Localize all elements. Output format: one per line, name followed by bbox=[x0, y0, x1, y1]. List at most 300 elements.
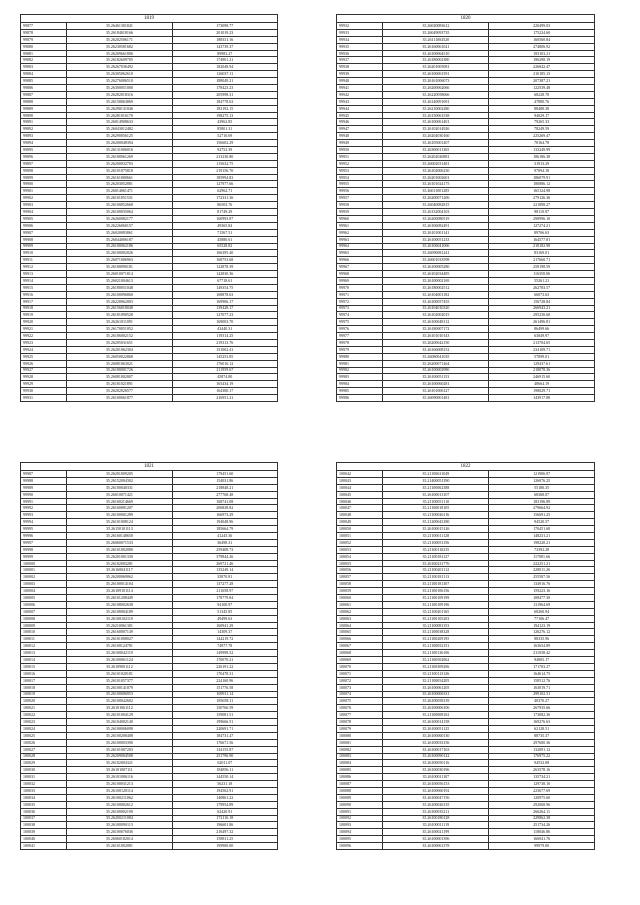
table-row bbox=[337, 119, 595, 126]
value-cell: 134916.76 bbox=[489, 581, 595, 588]
row-id-cell: 99878 bbox=[21, 29, 67, 36]
code-cell: 35.26150101113 bbox=[67, 526, 172, 533]
value-cell: 74977.78 bbox=[172, 643, 277, 650]
table-row bbox=[21, 712, 278, 719]
value-cell: 79265.33 bbox=[489, 119, 595, 126]
value-cell: 182048.94 bbox=[172, 64, 277, 71]
value-cell: 89766.63 bbox=[489, 229, 595, 236]
table-row bbox=[337, 346, 595, 353]
table-row bbox=[337, 581, 595, 588]
value-cell: 49365.84 bbox=[172, 222, 277, 229]
value-cell: 140861.22 bbox=[172, 794, 277, 801]
table-row bbox=[21, 801, 278, 808]
value-cell: 263578.16 bbox=[489, 767, 595, 774]
row-id-cell: 100004 bbox=[21, 588, 67, 595]
table-title: 1819 bbox=[21, 15, 278, 23]
code-cell: 35.26100060130 bbox=[383, 732, 489, 739]
row-id-cell: 99990 bbox=[21, 491, 67, 498]
table-row bbox=[337, 836, 595, 843]
row-id-cell: 99892 bbox=[21, 126, 67, 133]
table-row bbox=[337, 484, 595, 491]
row-id-cell: 99884 bbox=[21, 71, 67, 78]
value-cell: 226842.47 bbox=[489, 64, 595, 71]
value-cell: 216497.32 bbox=[172, 829, 277, 836]
value-cell: 299102.31 bbox=[489, 691, 595, 698]
row-id-cell: 100016 bbox=[21, 670, 67, 677]
table-row bbox=[21, 622, 278, 629]
row-id-cell: 99974 bbox=[337, 312, 383, 319]
value-cell: 222251.21 bbox=[489, 560, 595, 567]
value-cell: 199900.00 bbox=[172, 843, 277, 850]
code-cell: 35.26100026135 bbox=[383, 801, 489, 808]
code-cell: 35.21100113126 bbox=[383, 670, 489, 677]
value-cell: 180886.12 bbox=[489, 181, 595, 188]
table-row bbox=[21, 57, 278, 64]
value-cell: 198275.13 bbox=[172, 112, 277, 119]
table-row bbox=[337, 471, 595, 478]
table-row bbox=[337, 43, 595, 50]
value-cell: 169276.63 bbox=[489, 719, 595, 726]
table-row bbox=[337, 560, 595, 567]
row-id-cell: 100024 bbox=[21, 725, 67, 732]
value-cell: 41245.36 bbox=[172, 533, 277, 540]
table-row bbox=[21, 374, 278, 381]
table-row bbox=[21, 29, 278, 36]
value-cell: 159223.16 bbox=[489, 588, 595, 595]
code-cell: 35.26200080519 bbox=[383, 215, 489, 222]
row-id-cell: 99961 bbox=[337, 222, 383, 229]
code-cell: 35.26014908633 bbox=[67, 119, 172, 126]
row-id-cell: 100007 bbox=[21, 608, 67, 615]
table-row bbox=[337, 140, 595, 147]
value-cell: 176016.12 bbox=[172, 360, 277, 367]
code-cell: 35.26100064510 bbox=[383, 50, 489, 57]
row-id-cell: 99911 bbox=[21, 257, 67, 264]
table-row bbox=[21, 333, 278, 340]
code-cell: 35.26100051153 bbox=[383, 374, 489, 381]
code-cell: 35.26100040331 bbox=[67, 484, 172, 491]
value-cell: 48664.19 bbox=[489, 381, 595, 388]
code-cell: 35.26290131046 bbox=[67, 105, 172, 112]
value-cell: 55261.21 bbox=[489, 277, 595, 284]
code-cell: 35.26100231776 bbox=[383, 560, 489, 567]
table-row bbox=[337, 312, 595, 319]
value-cell: 188049.21 bbox=[172, 78, 277, 85]
row-id-cell: 99896 bbox=[21, 153, 67, 160]
row-id-cell: 100071 bbox=[337, 670, 383, 677]
row-id-cell: 99962 bbox=[337, 229, 383, 236]
code-cell: 35.26100013107 bbox=[383, 491, 489, 498]
value-cell: 63849.97 bbox=[489, 333, 595, 340]
code-cell: 35.26010071421 bbox=[67, 491, 172, 498]
value-cell: 174901.21 bbox=[172, 57, 277, 64]
code-cell: 35.21100002388 bbox=[383, 484, 489, 491]
table-row bbox=[337, 126, 595, 133]
code-cell: 35.26160214669 bbox=[67, 498, 172, 505]
code-cell: 35.26152004302 bbox=[67, 477, 172, 484]
code-cell: 35.26100014158 bbox=[383, 719, 489, 726]
value-cell: 165124.98 bbox=[489, 188, 595, 195]
row-id-cell: 99973 bbox=[337, 305, 383, 312]
row-id-cell: 99938 bbox=[337, 64, 383, 71]
table-row bbox=[21, 23, 278, 30]
row-id-cell: 99983 bbox=[337, 374, 383, 381]
code-cell: 35.26205031651 bbox=[67, 339, 172, 346]
table-row bbox=[21, 512, 278, 519]
value-cell: 210185.13 bbox=[489, 71, 595, 78]
value-cell: 164577.81 bbox=[489, 236, 595, 243]
code-cell: 35.26108002638 bbox=[67, 601, 172, 608]
value-cell: 99979.00 bbox=[489, 843, 595, 850]
row-id-cell: 100020 bbox=[21, 698, 67, 705]
code-cell: 35.26202506171 bbox=[67, 36, 172, 43]
table-row bbox=[337, 291, 595, 298]
code-cell: 35.26102003281 bbox=[67, 560, 172, 567]
code-cell: 35.26100061378 bbox=[383, 843, 489, 850]
row-id-cell: 100063 bbox=[337, 615, 383, 622]
value-cell: 219156.70 bbox=[172, 167, 277, 174]
code-cell: 35.21200043180 bbox=[383, 519, 489, 526]
table-row bbox=[21, 140, 278, 147]
value-cell: 188331.16 bbox=[172, 36, 277, 43]
value-cell: 165434.19 bbox=[172, 381, 277, 388]
code-cell: 35.26201002601 bbox=[383, 174, 489, 181]
code-cell: 35.26100021199 bbox=[383, 829, 489, 836]
value-cell: 206838.82 bbox=[172, 505, 277, 512]
value-cell: 49499.63 bbox=[172, 615, 277, 622]
value-cell: 220499.03 bbox=[489, 23, 595, 30]
row-id-cell: 99940 bbox=[337, 78, 383, 85]
row-id-cell: 99882 bbox=[21, 57, 67, 64]
row-id-cell: 100068 bbox=[337, 650, 383, 657]
row-id-cell: 99977 bbox=[337, 333, 383, 340]
row-id-cell: 100000 bbox=[21, 560, 67, 567]
table-row bbox=[21, 533, 278, 540]
row-id-cell: 99969 bbox=[337, 277, 383, 284]
value-cell: 57099.01 bbox=[489, 353, 595, 360]
value-cell: 224160.96 bbox=[172, 677, 277, 684]
code-cell: 35.26158063869 bbox=[67, 98, 172, 105]
value-cell: 183196.89 bbox=[489, 498, 595, 505]
table-title: 1821 bbox=[21, 463, 278, 471]
value-cell: 158811.25 bbox=[172, 836, 277, 843]
value-cell: 176975.22 bbox=[489, 753, 595, 760]
code-cell: 35.26202026881 bbox=[383, 153, 489, 160]
code-cell: 35.26209004508 bbox=[67, 753, 172, 760]
table-row bbox=[21, 471, 278, 478]
table-row bbox=[21, 774, 278, 781]
code-cell: 35.26101024175 bbox=[383, 181, 489, 188]
code-cell: 35.26080041035 bbox=[383, 353, 489, 360]
value-cell: 67718.61 bbox=[172, 277, 277, 284]
row-id-cell: 100086 bbox=[337, 774, 383, 781]
value-cell: 139428.17 bbox=[172, 305, 277, 312]
row-id-cell: 100005 bbox=[21, 595, 67, 602]
row-id-cell: 100006 bbox=[21, 601, 67, 608]
table-row bbox=[21, 539, 278, 546]
value-cell: 55180.35 bbox=[489, 484, 595, 491]
code-cell: 35.26100015126 bbox=[383, 526, 489, 533]
table-row bbox=[337, 732, 595, 739]
code-cell: 35.26020083861 bbox=[67, 229, 172, 236]
value-cell: 52710.69 bbox=[172, 133, 277, 140]
row-id-cell: 99906 bbox=[21, 222, 67, 229]
table-row bbox=[337, 188, 595, 195]
code-cell: 35.26100005280 bbox=[383, 264, 489, 271]
code-cell: 35.26060071533 bbox=[67, 539, 172, 546]
row-id-cell: 100088 bbox=[337, 787, 383, 794]
table-row bbox=[337, 843, 595, 850]
code-cell: 35.26011001285 bbox=[383, 188, 489, 195]
value-cell: 178779.84 bbox=[172, 595, 277, 602]
row-id-cell: 100017 bbox=[21, 677, 67, 684]
row-id-cell: 99903 bbox=[21, 202, 67, 209]
code-cell: 35.26230581682 bbox=[67, 43, 172, 50]
code-cell: 35.26170051052 bbox=[67, 326, 172, 333]
table-row bbox=[21, 629, 278, 636]
table-row bbox=[337, 298, 595, 305]
code-cell: 35.26100002190 bbox=[67, 808, 172, 815]
code-cell: 35.26201005081 bbox=[383, 64, 489, 71]
code-cell: 35.26160041117 bbox=[67, 567, 172, 574]
table-row bbox=[337, 753, 595, 760]
table-row bbox=[337, 326, 595, 333]
value-cell: 164614.75 bbox=[489, 670, 595, 677]
value-cell: 131964.69 bbox=[489, 601, 595, 608]
row-id-cell: 99941 bbox=[337, 85, 383, 92]
row-id-cell: 100073 bbox=[337, 684, 383, 691]
code-cell: 35.21100054205 bbox=[383, 677, 489, 684]
row-id-cell: 99995 bbox=[21, 526, 67, 533]
row-id-cell: 100053 bbox=[337, 546, 383, 553]
code-cell: 35.21100038328 bbox=[383, 629, 489, 636]
code-cell: 35.21100081153 bbox=[383, 622, 489, 629]
value-cell: 97094.18 bbox=[489, 167, 595, 174]
code-cell: 35.26100180128 bbox=[383, 815, 489, 822]
value-cell: 127977.66 bbox=[172, 181, 277, 188]
row-id-cell: 99981 bbox=[337, 360, 383, 367]
code-cell: 35.26101002080 bbox=[67, 546, 172, 553]
code-cell: 35.26101057377 bbox=[67, 677, 172, 684]
code-cell: 35.26200071206 bbox=[383, 195, 489, 202]
row-id-cell: 99909 bbox=[21, 243, 67, 250]
row-id-cell: 100095 bbox=[337, 836, 383, 843]
row-id-cell: 100056 bbox=[337, 567, 383, 574]
table-row bbox=[21, 808, 278, 815]
row-id-cell: 100081 bbox=[337, 739, 383, 746]
code-cell: 35.26180090181 bbox=[67, 264, 172, 271]
table-row bbox=[21, 105, 278, 112]
table-row bbox=[337, 277, 595, 284]
table-row bbox=[337, 160, 595, 167]
value-cell: 66073.63 bbox=[489, 291, 595, 298]
table-row bbox=[337, 477, 595, 484]
code-cell: 35.26010071814 bbox=[67, 271, 172, 278]
value-cell: 211038.42 bbox=[489, 650, 595, 657]
row-id-cell: 100023 bbox=[21, 719, 67, 726]
code-cell: 35.26182609705 bbox=[67, 57, 172, 64]
row-id-cell: 100077 bbox=[337, 712, 383, 719]
value-cell: 211658.97 bbox=[172, 588, 277, 595]
value-cell: 251734.26 bbox=[489, 822, 595, 829]
table-row bbox=[21, 781, 278, 788]
value-cell: 43962.85 bbox=[172, 119, 277, 126]
row-id-cell: 100039 bbox=[21, 829, 67, 836]
row-id-cell: 99933 bbox=[337, 29, 383, 36]
table-row bbox=[337, 36, 595, 43]
table-row bbox=[21, 50, 278, 57]
value-cell: 258198.59 bbox=[489, 264, 595, 271]
row-id-cell: 99900 bbox=[21, 181, 67, 188]
row-id-cell: 99943 bbox=[337, 98, 383, 105]
code-cell: 35.26102004321 bbox=[67, 760, 172, 767]
code-cell: 35.26300011365 bbox=[383, 147, 489, 154]
code-cell: 35.26100003390 bbox=[67, 739, 172, 746]
code-cell: 35.26100002026 bbox=[67, 250, 172, 257]
code-cell: 35.26100060281 bbox=[383, 381, 489, 388]
table-row bbox=[21, 822, 278, 829]
table-row bbox=[337, 663, 595, 670]
value-cell: 170070.21 bbox=[172, 657, 277, 664]
value-cell: 168741.08 bbox=[172, 498, 277, 505]
code-cell: 35.26160148650 bbox=[67, 533, 172, 540]
code-cell: 35.21100109199 bbox=[383, 595, 489, 602]
code-cell: 35.26043012482 bbox=[67, 126, 172, 133]
table-row bbox=[337, 781, 595, 788]
table-row bbox=[337, 677, 595, 684]
row-id-cell: 100091 bbox=[337, 808, 383, 815]
row-id-cell: 100061 bbox=[337, 601, 383, 608]
row-id-cell: 99895 bbox=[21, 147, 67, 154]
table-row bbox=[337, 601, 595, 608]
table-row bbox=[337, 243, 595, 250]
table-row bbox=[21, 326, 278, 333]
table-row bbox=[21, 305, 278, 312]
row-id-cell: 99985 bbox=[337, 388, 383, 395]
row-id-cell: 99901 bbox=[21, 188, 67, 195]
table-row bbox=[21, 160, 278, 167]
row-id-cell: 99920 bbox=[21, 319, 67, 326]
row-id-cell: 99967 bbox=[337, 264, 383, 271]
table-row bbox=[21, 787, 278, 794]
value-cell: 234109.71 bbox=[489, 346, 595, 353]
value-cell: 277768.48 bbox=[172, 491, 277, 498]
code-cell: 35.26100006098 bbox=[67, 725, 172, 732]
row-id-cell: 100026 bbox=[21, 739, 67, 746]
code-cell: 35.26100011119 bbox=[383, 822, 489, 829]
value-cell: 108477.30 bbox=[489, 595, 595, 602]
value-cell: 158512.76 bbox=[489, 677, 595, 684]
row-id-cell: 99915 bbox=[21, 284, 67, 291]
value-cell: 88488.38 bbox=[489, 105, 595, 112]
row-id-cell: 99925 bbox=[21, 353, 67, 360]
table-row bbox=[337, 615, 595, 622]
code-cell: 35.26461301841 bbox=[67, 23, 172, 30]
table-row bbox=[21, 691, 278, 698]
code-cell: 35.26100048112 bbox=[383, 319, 489, 326]
row-id-cell: 99891 bbox=[21, 119, 67, 126]
code-cell: 35.21100018105 bbox=[383, 505, 489, 512]
code-cell: 35.26102014926 bbox=[383, 126, 489, 133]
code-cell: 35.26100006953 bbox=[67, 691, 172, 698]
table-row bbox=[21, 546, 278, 553]
value-cell: 185994.83 bbox=[172, 174, 277, 181]
row-id-cell: 99889 bbox=[21, 105, 67, 112]
table-row bbox=[21, 519, 278, 526]
row-id-cell: 99934 bbox=[337, 36, 383, 43]
table-row bbox=[21, 395, 278, 402]
table-row bbox=[21, 657, 278, 664]
code-cell: 35.21100008102 bbox=[383, 712, 489, 719]
row-id-cell: 100010 bbox=[21, 629, 67, 636]
row-id-cell: 100059 bbox=[337, 588, 383, 595]
value-cell: 179954.89 bbox=[172, 801, 277, 808]
code-cell: 35.26160081207 bbox=[67, 505, 172, 512]
table-row bbox=[337, 353, 595, 360]
row-id-cell: 100060 bbox=[337, 595, 383, 602]
value-cell: 175224.60 bbox=[489, 29, 595, 36]
table-row bbox=[21, 588, 278, 595]
row-id-cell: 100092 bbox=[337, 815, 383, 822]
code-cell: 35.26002031481 bbox=[383, 160, 489, 167]
row-id-cell: 100048 bbox=[337, 512, 383, 519]
row-id-cell: 100002 bbox=[21, 574, 67, 581]
code-cell: 35.26204030160 bbox=[383, 133, 489, 140]
table-row bbox=[21, 133, 278, 140]
code-cell: 35.26090081241 bbox=[383, 250, 489, 257]
table-row bbox=[337, 636, 595, 643]
table-row bbox=[337, 202, 595, 209]
code-cell: 35.21100110235 bbox=[383, 546, 489, 553]
code-cell: 35.26100058139 bbox=[383, 698, 489, 705]
value-cell: 169911.14 bbox=[172, 691, 277, 698]
code-cell: 35.21100051156 bbox=[383, 539, 489, 546]
table-row bbox=[337, 333, 595, 340]
value-cell: 259408.73 bbox=[172, 546, 277, 553]
row-id-cell: 99930 bbox=[21, 388, 67, 395]
code-cell: 35.26101007203 bbox=[67, 746, 172, 753]
row-id-cell: 99931 bbox=[21, 395, 67, 402]
table-row bbox=[21, 236, 278, 243]
code-cell: 35.26101061112 bbox=[67, 705, 172, 712]
value-cell: 116350.06 bbox=[489, 271, 595, 278]
table-row bbox=[21, 181, 278, 188]
row-id-cell: 100034 bbox=[21, 794, 67, 801]
code-cell: 35.26276006510 bbox=[67, 78, 172, 85]
code-cell: 35.26180001726 bbox=[67, 367, 172, 374]
value-cell: 164300.17 bbox=[172, 388, 277, 395]
code-cell: 35.26090001481 bbox=[383, 395, 489, 402]
table-row bbox=[21, 732, 278, 739]
table-title: 1822 bbox=[337, 463, 595, 471]
table-row bbox=[21, 284, 278, 291]
row-id-cell: 100035 bbox=[21, 801, 67, 808]
value-cell: 216951.21 bbox=[172, 395, 277, 402]
code-cell: 35.26100017163 bbox=[383, 746, 489, 753]
table-row bbox=[21, 112, 278, 119]
table-row bbox=[21, 85, 278, 92]
row-id-cell: 99996 bbox=[21, 533, 67, 540]
table-row bbox=[21, 574, 278, 581]
table-row bbox=[337, 381, 595, 388]
row-id-cell: 99951 bbox=[337, 153, 383, 160]
table-row bbox=[21, 367, 278, 374]
row-id-cell: 100046 bbox=[337, 498, 383, 505]
table-row bbox=[21, 767, 278, 774]
table-row bbox=[337, 553, 595, 560]
code-cell: 35.26100011107 bbox=[383, 774, 489, 781]
row-id-cell: 99959 bbox=[337, 209, 383, 216]
